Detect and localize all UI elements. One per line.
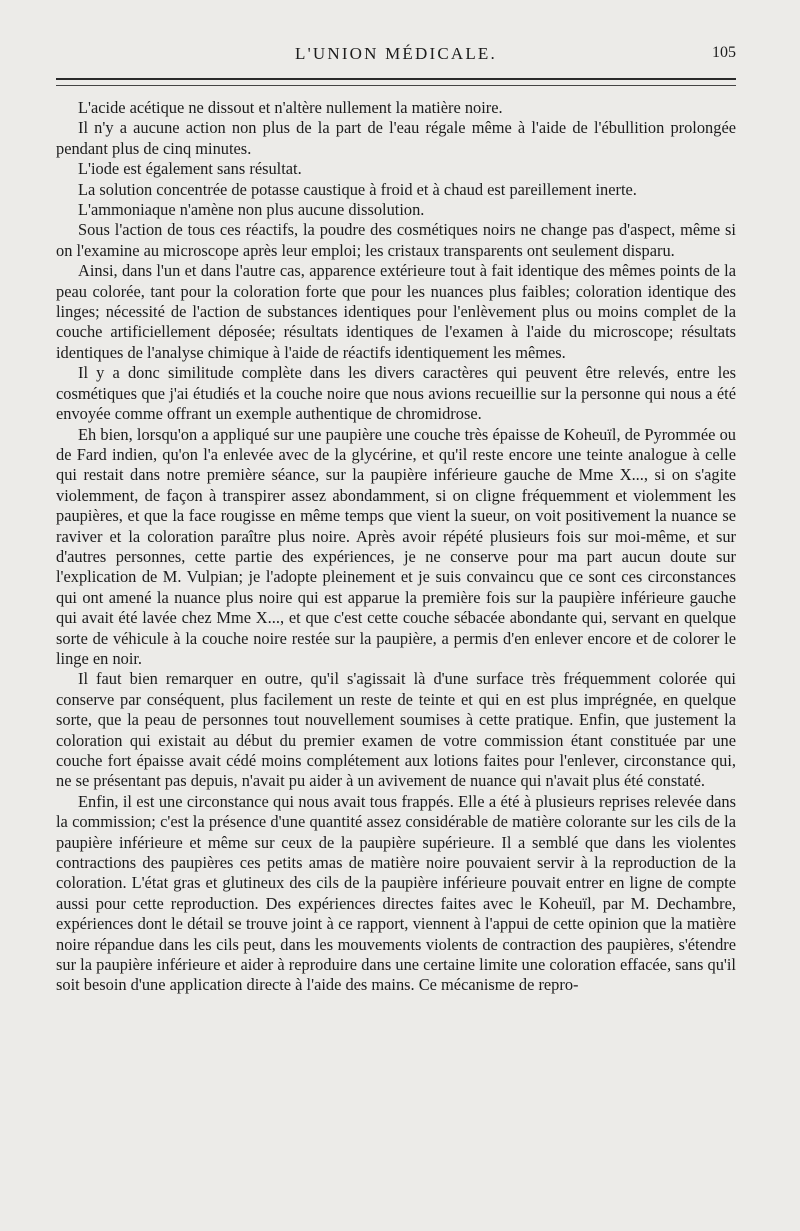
paragraph: L'iode est également sans résultat.	[78, 159, 302, 179]
paragraph: Sous l'action de tous ces réactifs, la poudre des cosmétiques noirs ne change pas d'aspect, même si on l'examine au microscope après leur emploi; les cristaux transparents ont seulement disparu.	[56, 220, 736, 260]
paragraph: Il n'y a aucune action non plus de la part de l'eau régale même à l'aide de l'ébullition prolongée pendant plus de cinq minutes.	[56, 118, 736, 158]
header-rule	[56, 78, 736, 80]
running-title: L'UNION MÉDICALE.	[295, 44, 497, 63]
body-text	[56, 98, 736, 996]
paragraph: Enfin, il est une circonstance qui nous avait tous frappés. Elle a été à plusieurs reprises relevée dans la commission; c'est la présence d'une quantité assez considérable de matière colorante sur les cils de la paupière inférieure et même sur ceux de la paupière supérieure. Il a semblé que dans les violentes contractions des paupières ces petits amas de matière noire pouvaient servir à la reproduction de la coloration. L'état gras et glutineux des cils de la paupière inférieure pouvait entrer en ligne de compte aussi pour cette reproduction. Des expériences directes faites avec le Koheuïl, par M. Dechambre, expériences dont le détail se trouve joint à ce rapport, viennent à l'appui de cette opinion que la matière noire répandue dans les cils peut, dans les mouvements violents de contraction des paupières, s'étendre sur la paupière inférieure et aider à reproduire dans une certaine limite une coloration effacée, sans qu'il soit besoin d'une application directe à l'aide des mains. Ce mécanisme de repro-	[56, 791, 736, 995]
header-rule-thin	[56, 85, 736, 86]
paragraph: L'ammoniaque n'amène non plus aucune dissolution.	[78, 200, 425, 220]
paragraph: Ainsi, dans l'un et dans l'autre cas, apparence extérieure tout à fait identique des mêmes points de la peau colorée, tant pour la coloration forte que pour les nuances plus faibles; coloration identique des linges; nécessité de l'action de substances identiques pour l'enlèvement plus ou moins complet de la couche artificiellement déposée; résultats identiques de l'examen à l'aide du microscope; résultats identiques de l'analyse chimique à l'aide de réactifs identiquement les mêmes.	[56, 261, 736, 362]
page-header	[56, 44, 736, 74]
paragraph: Il faut bien remarquer en outre, qu'il s'agissait là d'une surface très fréquemment colorée qui conserve par conséquent, plus facilement un reste de teinte et qui en est plus imprégnée, en quelque sorte, que la peau de personnes tout nouvellement soumises à cette pratique. Enfin, que justement la coloration qui existait au début du premier examen de votre commission étant constituée par une couche fort épaisse avait cédé moins complétement aux lotions faites pour l'enlever, circonstance qui, ne se présentant pas depuis, n'avait pu aider à un avivement de nuance qui n'avait plus été constaté.	[56, 669, 736, 791]
page-number: 105	[712, 44, 736, 61]
paragraph: L'acide acétique ne dissout et n'altère nullement la matière noire.	[78, 98, 503, 117]
paragraph: Il y a donc similitude complète dans les divers caractères qui peuvent être relevés, entre les cosmétiques que j'ai étudiés et la couche noire que nous avions recueillie sur la personne qui nous a été envoyée comme offrant un exemple authentique de chromidrose.	[56, 363, 736, 424]
paragraph: La solution concentrée de potasse caustique à froid et à chaud est pareillement inerte.	[78, 179, 637, 199]
paragraph: Eh bien, lorsqu'on a appliqué sur une paupière une couche très épaisse de Koheuïl, de Pyrommée ou de Fard indien, qu'on l'a enlevée avec de la glycérine, et qu'il reste encore une teinte analogue à celle qui restait dans notre première séance, sur la paupière inférieure gauche de Mme X..., si on s'agite violemment, de façon à transpirer assez abondamment, si on cligne fréquemment et violemment les paupières, et que la face rougisse en même temps que vient la sueur, on voit positivement la nuance se raviver et la coloration paraître plus noire. Après avoir répété plusieurs fois sur moi-même, et sur d'autres personnes, cette partie des expériences, je ne conserve pour ma part aucun doute sur l'explication de M. Vulpian; je l'adopte pleinement et je suis convaincu que ce sont ces circonstances qui ont amené la nuance plus noire qui est apparue la première fois sur la paupière inférieure gauche qui avait été lavée chez Mme X..., et que c'est cette couche sébacée abondante qui, servant en quelque sorte de véhicule à la couche noire restée sur la paupière, a permis d'en enlever encore et de colorer le linge en noir.	[56, 424, 736, 668]
